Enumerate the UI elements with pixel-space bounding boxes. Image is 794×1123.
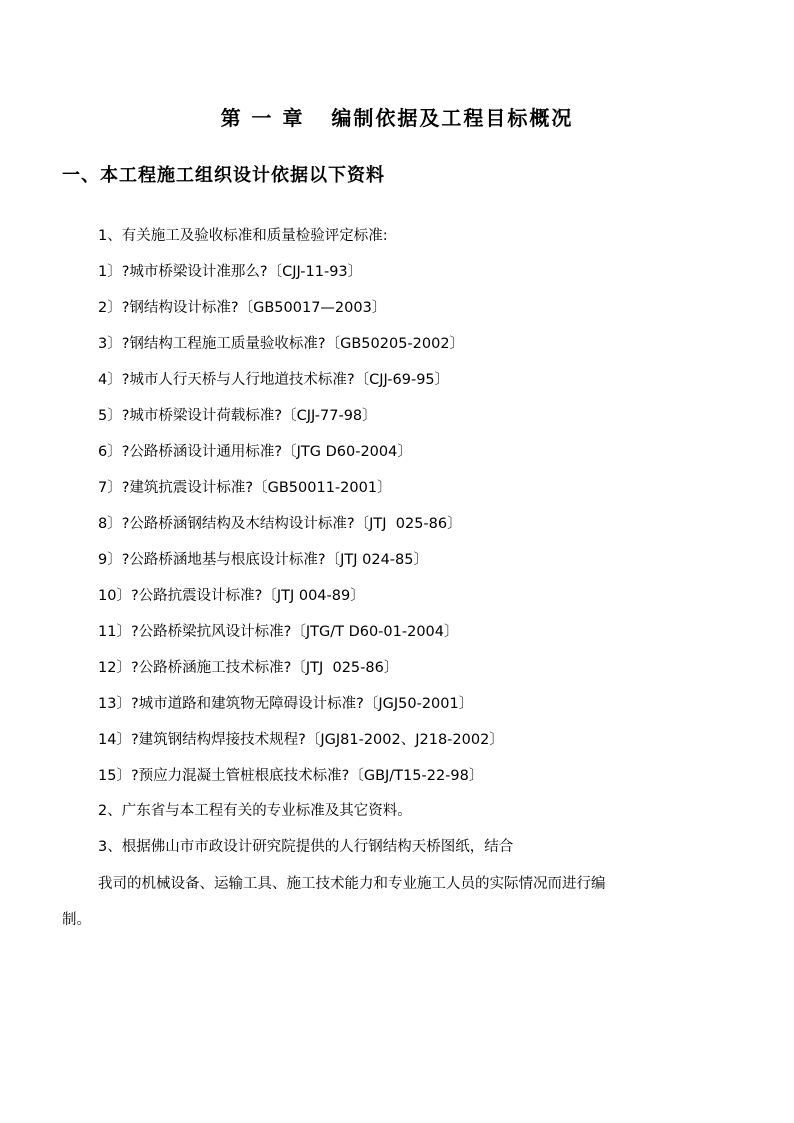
- item-3: 3、根据佛山市市政设计研究院提供的人行钢结构天桥图纸，结合: [98, 839, 514, 855]
- list-item: 6〕?公路桥涵设计通用标准?〔JTG D60-2004〕: [98, 444, 412, 460]
- list-item: 11〕?公路桥梁抗风设计标准?〔JTG/T D60-01-2004〕: [98, 624, 459, 640]
- list-item: 5〕?城市桥梁设计荷载标准?〔CJJ-77-98〕: [98, 408, 377, 424]
- item-3-end: 制。: [62, 912, 91, 928]
- list-item: 12〕?公路桥涵施工技术标准?〔JTJ 025-86〕: [98, 660, 399, 676]
- list-item: 8〕?公路桥涵钢结构及木结构设计标准?〔JTJ 025-86〕: [98, 516, 462, 532]
- intro-item: 1、有关施工及验收标准和质量检验评定标准:: [98, 228, 388, 244]
- list-item: 13〕?城市道路和建筑物无障碍设计标准?〔JGJ50-2001〕: [98, 696, 474, 712]
- item-3-continuation: 我司的机械设备、运输工具、施工技术能力和专业施工人员的实际情况而进行编: [98, 876, 606, 892]
- section-heading: 一、本工程施工组织设计依据以下资料: [62, 165, 385, 186]
- list-item: 15〕?预应力混凝土管桩根底技术标准?〔GBJ/T15-22-98〕: [98, 768, 484, 784]
- list-item: 3〕?钢结构工程施工质量验收标准?〔GB50205-2002〕: [98, 336, 465, 352]
- list-item: 2〕?钢结构设计标准?〔GB50017—2003〕: [98, 300, 387, 316]
- list-item: 10〕?公路抗震设计标准?〔JTJ 004-89〕: [98, 588, 365, 604]
- list-item: 14〕?建筑钢结构焊接技术规程?〔JGJ81-2002、J218-2002〕: [98, 732, 504, 748]
- chapter-title: 第 一 章 编制依据及工程目标概况: [220, 106, 574, 130]
- list-item: 1〕?城市桥梁设计准那么?〔CJJ-11-93〕: [98, 264, 363, 280]
- list-item: 7〕?建筑抗震设计标准?〔GB50011-2001〕: [98, 480, 392, 496]
- item-2: 2、广东省与本工程有关的专业标准及其它资料。: [98, 803, 412, 819]
- list-item: 9〕?公路桥涵地基与根底设计标准?〔JTJ 024-85〕: [98, 552, 428, 568]
- list-item: 4〕?城市人行天桥与人行地道技术标准?〔CJJ-69-95〕: [98, 372, 450, 388]
